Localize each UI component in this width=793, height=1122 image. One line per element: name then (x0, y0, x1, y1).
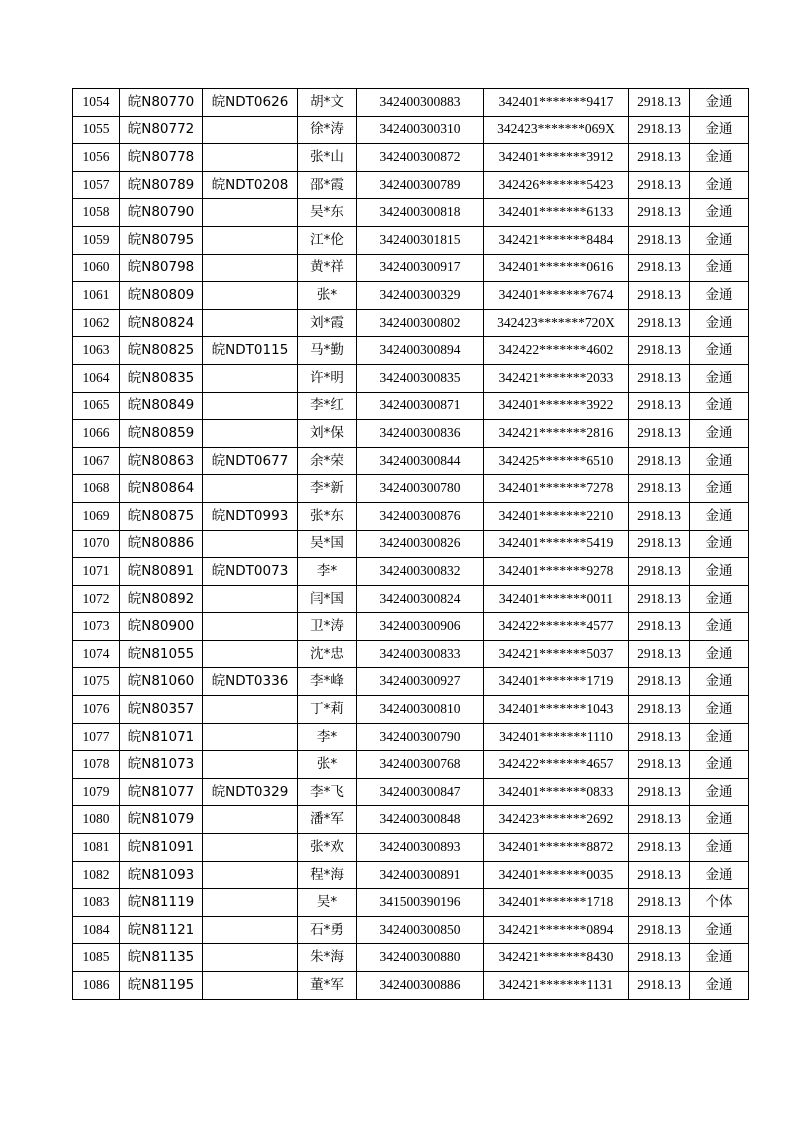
cell-doc: 342400300894 (357, 337, 484, 365)
cell-doc: 342400300835 (357, 364, 484, 392)
table-row (73, 530, 749, 558)
cell-id: 342401*******1718 (484, 889, 629, 917)
cell-name: 马*勤 (298, 337, 357, 365)
cell-name: 李*红 (298, 392, 357, 420)
cell-name: 李* (298, 723, 357, 751)
cell-code (203, 944, 298, 972)
cell-doc: 342400300886 (357, 972, 484, 1000)
cell-name: 刘*保 (298, 420, 357, 448)
cell-index: 1082 (73, 861, 120, 889)
cell-type: 金通 (690, 585, 749, 613)
cell-code (203, 392, 298, 420)
table-row (73, 475, 749, 503)
cell-plate: 皖N80864 (120, 475, 203, 503)
cell-amount: 2918.13 (629, 447, 690, 475)
cell-code (203, 199, 298, 227)
cell-code: 皖NDT0115 (203, 337, 298, 365)
cell-name: 丁*莉 (298, 696, 357, 724)
cell-index: 1071 (73, 558, 120, 586)
table-row (73, 282, 749, 310)
cell-plate: 皖N81135 (120, 944, 203, 972)
cell-name: 张*欢 (298, 834, 357, 862)
cell-code: 皖NDT0677 (203, 447, 298, 475)
cell-type: 金通 (690, 199, 749, 227)
cell-id: 342401*******7674 (484, 282, 629, 310)
cell-doc: 342400300871 (357, 392, 484, 420)
cell-doc: 342400300802 (357, 309, 484, 337)
cell-doc: 342400300891 (357, 861, 484, 889)
cell-name: 沈*忠 (298, 640, 357, 668)
cell-plate: 皖N80892 (120, 585, 203, 613)
cell-name: 李*飞 (298, 778, 357, 806)
cell-id: 342421*******8484 (484, 226, 629, 254)
cell-plate: 皖N80891 (120, 558, 203, 586)
cell-doc: 342400300880 (357, 944, 484, 972)
cell-amount: 2918.13 (629, 530, 690, 558)
table-row (73, 723, 749, 751)
table-row (73, 89, 749, 117)
cell-doc: 342400300310 (357, 116, 484, 144)
cell-name: 程*海 (298, 861, 357, 889)
cell-doc: 342400300844 (357, 447, 484, 475)
cell-index: 1077 (73, 723, 120, 751)
cell-amount: 2918.13 (629, 806, 690, 834)
cell-doc: 342400300824 (357, 585, 484, 613)
cell-name: 卫*涛 (298, 613, 357, 641)
cell-plate: 皖N80886 (120, 530, 203, 558)
table-row (73, 668, 749, 696)
cell-index: 1067 (73, 447, 120, 475)
cell-id: 342421*******0894 (484, 916, 629, 944)
cell-name: 邵*霞 (298, 171, 357, 199)
cell-amount: 2918.13 (629, 585, 690, 613)
cell-index: 1057 (73, 171, 120, 199)
cell-plate: 皖N81121 (120, 916, 203, 944)
cell-name: 李*峰 (298, 668, 357, 696)
table-row (73, 806, 749, 834)
cell-type: 金通 (690, 916, 749, 944)
cell-index: 1084 (73, 916, 120, 944)
cell-plate: 皖N81071 (120, 723, 203, 751)
cell-index: 1072 (73, 585, 120, 613)
cell-name: 张*山 (298, 144, 357, 172)
cell-plate: 皖N80900 (120, 613, 203, 641)
cell-plate: 皖N80863 (120, 447, 203, 475)
cell-plate: 皖N80798 (120, 254, 203, 282)
table-row (73, 696, 749, 724)
cell-type: 金通 (690, 502, 749, 530)
table-row (73, 834, 749, 862)
cell-type: 金通 (690, 613, 749, 641)
cell-id: 342401*******5419 (484, 530, 629, 558)
cell-index: 1056 (73, 144, 120, 172)
cell-index: 1079 (73, 778, 120, 806)
cell-id: 342426*******5423 (484, 171, 629, 199)
cell-plate: 皖N81195 (120, 972, 203, 1000)
cell-amount: 2918.13 (629, 364, 690, 392)
cell-amount: 2918.13 (629, 502, 690, 530)
cell-type: 金通 (690, 944, 749, 972)
cell-type: 金通 (690, 696, 749, 724)
cell-code (203, 144, 298, 172)
cell-plate: 皖N81091 (120, 834, 203, 862)
cell-code: 皖NDT0626 (203, 89, 298, 117)
cell-index: 1059 (73, 226, 120, 254)
cell-amount: 2918.13 (629, 89, 690, 117)
cell-id: 342401*******1719 (484, 668, 629, 696)
cell-type: 金通 (690, 558, 749, 586)
table-row (73, 585, 749, 613)
cell-doc: 342400300850 (357, 916, 484, 944)
cell-doc: 342400300883 (357, 89, 484, 117)
cell-amount: 2918.13 (629, 778, 690, 806)
cell-code (203, 364, 298, 392)
cell-type: 金通 (690, 806, 749, 834)
cell-type: 金通 (690, 420, 749, 448)
cell-amount: 2918.13 (629, 309, 690, 337)
cell-type: 金通 (690, 392, 749, 420)
table-row (73, 144, 749, 172)
cell-amount: 2918.13 (629, 972, 690, 1000)
cell-amount: 2918.13 (629, 475, 690, 503)
cell-index: 1073 (73, 613, 120, 641)
cell-type: 金通 (690, 144, 749, 172)
cell-name: 刘*霞 (298, 309, 357, 337)
cell-amount: 2918.13 (629, 889, 690, 917)
cell-id: 342401*******6133 (484, 199, 629, 227)
cell-type: 金通 (690, 337, 749, 365)
cell-name: 江*伦 (298, 226, 357, 254)
cell-type: 金通 (690, 751, 749, 779)
cell-code (203, 806, 298, 834)
cell-type: 金通 (690, 972, 749, 1000)
cell-type: 金通 (690, 640, 749, 668)
cell-code (203, 254, 298, 282)
cell-code (203, 585, 298, 613)
cell-doc: 342400300329 (357, 282, 484, 310)
cell-plate: 皖N81093 (120, 861, 203, 889)
cell-amount: 2918.13 (629, 558, 690, 586)
cell-id: 342401*******1043 (484, 696, 629, 724)
table-row (73, 778, 749, 806)
cell-type: 个体 (690, 889, 749, 917)
cell-amount: 2918.13 (629, 640, 690, 668)
cell-id: 342401*******0616 (484, 254, 629, 282)
cell-id: 342401*******7278 (484, 475, 629, 503)
cell-id: 342423*******720X (484, 309, 629, 337)
table-row (73, 364, 749, 392)
cell-id: 342401*******2210 (484, 502, 629, 530)
cell-index: 1061 (73, 282, 120, 310)
table-row (73, 640, 749, 668)
cell-name: 徐*涛 (298, 116, 357, 144)
cell-name: 许*明 (298, 364, 357, 392)
cell-code (203, 226, 298, 254)
cell-id: 342421*******8430 (484, 944, 629, 972)
cell-index: 1075 (73, 668, 120, 696)
cell-amount: 2918.13 (629, 916, 690, 944)
table-row (73, 916, 749, 944)
cell-doc: 342400300768 (357, 751, 484, 779)
cell-code: 皖NDT0336 (203, 668, 298, 696)
cell-amount: 2918.13 (629, 282, 690, 310)
cell-code (203, 116, 298, 144)
cell-index: 1083 (73, 889, 120, 917)
cell-plate: 皖N80835 (120, 364, 203, 392)
cell-plate: 皖N81055 (120, 640, 203, 668)
cell-type: 金通 (690, 530, 749, 558)
cell-type: 金通 (690, 447, 749, 475)
subsidy-table (72, 88, 749, 1000)
cell-name: 余*荣 (298, 447, 357, 475)
cell-type: 金通 (690, 282, 749, 310)
cell-type: 金通 (690, 171, 749, 199)
cell-code: 皖NDT0208 (203, 171, 298, 199)
cell-name: 黄*祥 (298, 254, 357, 282)
cell-amount: 2918.13 (629, 116, 690, 144)
cell-index: 1055 (73, 116, 120, 144)
cell-plate: 皖N80824 (120, 309, 203, 337)
cell-plate: 皖N80875 (120, 502, 203, 530)
cell-index: 1069 (73, 502, 120, 530)
cell-doc: 342400300893 (357, 834, 484, 862)
cell-type: 金通 (690, 668, 749, 696)
cell-index: 1086 (73, 972, 120, 1000)
cell-plate: 皖N80357 (120, 696, 203, 724)
cell-plate: 皖N80789 (120, 171, 203, 199)
cell-code (203, 889, 298, 917)
cell-name: 吴*国 (298, 530, 357, 558)
cell-amount: 2918.13 (629, 337, 690, 365)
cell-index: 1074 (73, 640, 120, 668)
table-row (73, 199, 749, 227)
cell-plate: 皖N80770 (120, 89, 203, 117)
cell-index: 1070 (73, 530, 120, 558)
cell-amount: 2918.13 (629, 226, 690, 254)
cell-plate: 皖N80795 (120, 226, 203, 254)
cell-index: 1060 (73, 254, 120, 282)
cell-doc: 342400300906 (357, 613, 484, 641)
table-row (73, 309, 749, 337)
cell-code (203, 613, 298, 641)
cell-amount: 2918.13 (629, 420, 690, 448)
table-row (73, 226, 749, 254)
table-body (73, 89, 749, 1000)
cell-amount: 2918.13 (629, 861, 690, 889)
table-row (73, 254, 749, 282)
cell-name: 李* (298, 558, 357, 586)
table-row (73, 171, 749, 199)
cell-id: 342421*******5037 (484, 640, 629, 668)
cell-id: 342401*******0035 (484, 861, 629, 889)
cell-type: 金通 (690, 834, 749, 862)
cell-doc: 342400300847 (357, 778, 484, 806)
cell-id: 342401*******9278 (484, 558, 629, 586)
cell-id: 342421*******2816 (484, 420, 629, 448)
cell-plate: 皖N80859 (120, 420, 203, 448)
cell-index: 1081 (73, 834, 120, 862)
table-row (73, 613, 749, 641)
cell-index: 1054 (73, 89, 120, 117)
table-row (73, 337, 749, 365)
cell-code (203, 916, 298, 944)
cell-amount: 2918.13 (629, 668, 690, 696)
cell-doc: 342400300789 (357, 171, 484, 199)
cell-index: 1058 (73, 199, 120, 227)
cell-plate: 皖N80809 (120, 282, 203, 310)
cell-name: 李*新 (298, 475, 357, 503)
cell-index: 1065 (73, 392, 120, 420)
table-row (73, 502, 749, 530)
cell-plate: 皖N80825 (120, 337, 203, 365)
cell-code (203, 751, 298, 779)
cell-index: 1063 (73, 337, 120, 365)
cell-code (203, 834, 298, 862)
table-row (73, 420, 749, 448)
cell-doc: 342400300832 (357, 558, 484, 586)
table-row (73, 116, 749, 144)
cell-index: 1068 (73, 475, 120, 503)
cell-code (203, 723, 298, 751)
cell-doc: 342400300780 (357, 475, 484, 503)
cell-type: 金通 (690, 254, 749, 282)
cell-type: 金通 (690, 861, 749, 889)
cell-type: 金通 (690, 778, 749, 806)
cell-index: 1066 (73, 420, 120, 448)
cell-doc: 342400300872 (357, 144, 484, 172)
cell-index: 1080 (73, 806, 120, 834)
cell-name: 朱*海 (298, 944, 357, 972)
table-row (73, 972, 749, 1000)
cell-code (203, 972, 298, 1000)
cell-type: 金通 (690, 226, 749, 254)
table-row (73, 944, 749, 972)
cell-plate: 皖N80778 (120, 144, 203, 172)
table-row (73, 392, 749, 420)
cell-id: 342421*******1131 (484, 972, 629, 1000)
cell-doc: 342400300810 (357, 696, 484, 724)
cell-amount: 2918.13 (629, 696, 690, 724)
cell-index: 1076 (73, 696, 120, 724)
cell-type: 金通 (690, 364, 749, 392)
cell-code (203, 530, 298, 558)
table-row (73, 889, 749, 917)
cell-id: 342401*******0833 (484, 778, 629, 806)
cell-id: 342401*******3912 (484, 144, 629, 172)
cell-id: 342421*******2033 (484, 364, 629, 392)
cell-type: 金通 (690, 723, 749, 751)
cell-id: 342401*******0011 (484, 585, 629, 613)
cell-id: 342401*******3922 (484, 392, 629, 420)
cell-plate: 皖N80790 (120, 199, 203, 227)
cell-type: 金通 (690, 309, 749, 337)
cell-amount: 2918.13 (629, 199, 690, 227)
cell-id: 342423*******2692 (484, 806, 629, 834)
cell-amount: 2918.13 (629, 944, 690, 972)
cell-plate: 皖N81119 (120, 889, 203, 917)
cell-code (203, 861, 298, 889)
cell-amount: 2918.13 (629, 392, 690, 420)
cell-name: 潘*军 (298, 806, 357, 834)
cell-index: 1064 (73, 364, 120, 392)
cell-code (203, 696, 298, 724)
cell-id: 342425*******6510 (484, 447, 629, 475)
table-row (73, 751, 749, 779)
cell-code (203, 309, 298, 337)
table-row (73, 861, 749, 889)
cell-amount: 2918.13 (629, 751, 690, 779)
cell-name: 张* (298, 751, 357, 779)
cell-id: 342423*******069X (484, 116, 629, 144)
cell-plate: 皖N81077 (120, 778, 203, 806)
cell-doc: 342400300836 (357, 420, 484, 448)
cell-plate: 皖N81079 (120, 806, 203, 834)
cell-index: 1085 (73, 944, 120, 972)
cell-type: 金通 (690, 116, 749, 144)
cell-doc: 342400300790 (357, 723, 484, 751)
cell-amount: 2918.13 (629, 723, 690, 751)
cell-amount: 2918.13 (629, 171, 690, 199)
cell-plate: 皖N80772 (120, 116, 203, 144)
cell-amount: 2918.13 (629, 144, 690, 172)
cell-doc: 342400300927 (357, 668, 484, 696)
cell-name: 董*军 (298, 972, 357, 1000)
cell-index: 1078 (73, 751, 120, 779)
table-row (73, 447, 749, 475)
cell-index: 1062 (73, 309, 120, 337)
cell-id: 342401*******9417 (484, 89, 629, 117)
cell-name: 吴*东 (298, 199, 357, 227)
cell-plate: 皖N81060 (120, 668, 203, 696)
cell-name: 张*东 (298, 502, 357, 530)
cell-plate: 皖N81073 (120, 751, 203, 779)
cell-code: 皖NDT0073 (203, 558, 298, 586)
cell-amount: 2918.13 (629, 613, 690, 641)
cell-name: 胡*文 (298, 89, 357, 117)
cell-name: 吴* (298, 889, 357, 917)
cell-doc: 342400300826 (357, 530, 484, 558)
cell-doc: 342400300848 (357, 806, 484, 834)
cell-amount: 2918.13 (629, 254, 690, 282)
cell-doc: 341500390196 (357, 889, 484, 917)
cell-id: 342422*******4602 (484, 337, 629, 365)
cell-code (203, 640, 298, 668)
cell-doc: 342400300818 (357, 199, 484, 227)
cell-code (203, 282, 298, 310)
cell-doc: 342400301815 (357, 226, 484, 254)
cell-id: 342401*******1110 (484, 723, 629, 751)
cell-doc: 342400300917 (357, 254, 484, 282)
cell-amount: 2918.13 (629, 834, 690, 862)
cell-id: 342401*******8872 (484, 834, 629, 862)
cell-type: 金通 (690, 475, 749, 503)
cell-type: 金通 (690, 89, 749, 117)
cell-code: 皖NDT0329 (203, 778, 298, 806)
cell-doc: 342400300876 (357, 502, 484, 530)
cell-name: 张* (298, 282, 357, 310)
cell-name: 闫*国 (298, 585, 357, 613)
cell-name: 石*勇 (298, 916, 357, 944)
cell-code (203, 475, 298, 503)
table-row (73, 558, 749, 586)
cell-doc: 342400300833 (357, 640, 484, 668)
cell-id: 342422*******4577 (484, 613, 629, 641)
cell-code: 皖NDT0993 (203, 502, 298, 530)
cell-code (203, 420, 298, 448)
cell-plate: 皖N80849 (120, 392, 203, 420)
cell-id: 342422*******4657 (484, 751, 629, 779)
